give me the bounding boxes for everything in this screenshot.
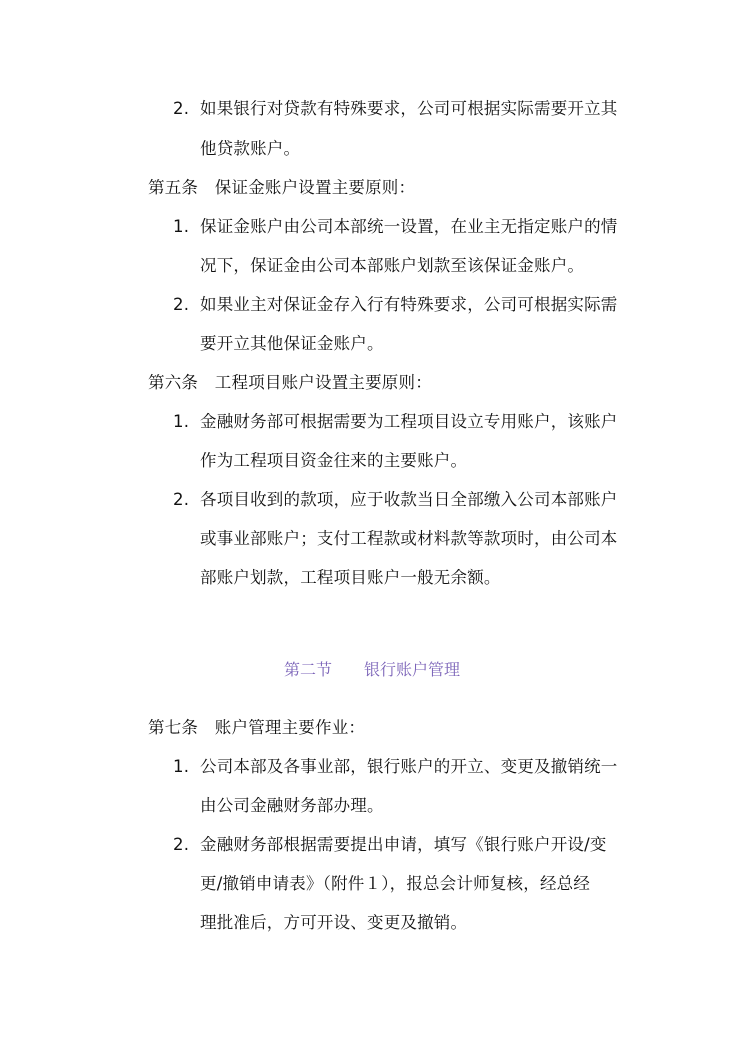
list-item [173, 99, 618, 119]
list-number: 1. [173, 412, 190, 431]
list-continuation: 更/撤销申请表》（附件１），报总会计师复核，经总经 [200, 874, 591, 893]
list-text: 保证金账户由公司本部统一设置，在业主无指定账户的情 [200, 217, 618, 236]
list-item [173, 217, 618, 237]
list-number: 2. [173, 835, 190, 854]
list-number: 2. [173, 99, 190, 118]
list-text: 如果银行对贷款有特殊要求，公司可根据实际需要开立其 [200, 99, 618, 118]
list-text: 各项目收到的款项，应于收款当日全部缴入公司本部账户 [200, 490, 618, 509]
list-continuation: 他贷款账户。 [200, 139, 301, 158]
list-item [173, 835, 607, 855]
list-number: 2. [173, 295, 190, 314]
section-title: 第二节 银行账户管理 [283, 660, 460, 679]
list-continuation: 理批准后，方可开设、变更及撤销。 [200, 913, 468, 932]
article-heading: 第五条 保证金账户设置主要原则： [148, 178, 416, 197]
list-item [173, 412, 618, 432]
list-continuation: 要开立其他保证金账户。 [200, 334, 384, 353]
list-number: 1. [173, 757, 190, 776]
list-number: 1. [173, 217, 190, 236]
list-item [173, 295, 618, 315]
list-continuation: 作为工程项目资金往来的主要账户。 [200, 451, 468, 470]
list-item [173, 490, 618, 510]
article-heading: 第六条 工程项目账户设置主要原则： [148, 373, 432, 392]
list-item [173, 757, 618, 777]
list-continuation: 或事业部账户；支付工程款或材料款等款项时，由公司本 [200, 529, 618, 548]
article-heading: 第七条 账户管理主要作业： [148, 718, 366, 737]
list-text: 金融财务部可根据需要为工程项目设立专用账户，该账户 [200, 412, 618, 431]
list-continuation: 由公司金融财务部办理。 [200, 796, 384, 815]
list-text: 金融财务部根据需要提出申请，填写《银行账户开设/变 [200, 835, 607, 854]
list-continuation: 部账户划款，工程项目账户一般无余额。 [200, 568, 501, 587]
list-text: 如果业主对保证金存入行有特殊要求，公司可根据实际需 [200, 295, 618, 314]
list-text: 公司本部及各事业部，银行账户的开立、变更及撤销统一 [200, 757, 618, 776]
list-continuation: 况下，保证金由公司本部账户划款至该保证金账户。 [200, 256, 585, 275]
list-number: 2. [173, 490, 190, 509]
